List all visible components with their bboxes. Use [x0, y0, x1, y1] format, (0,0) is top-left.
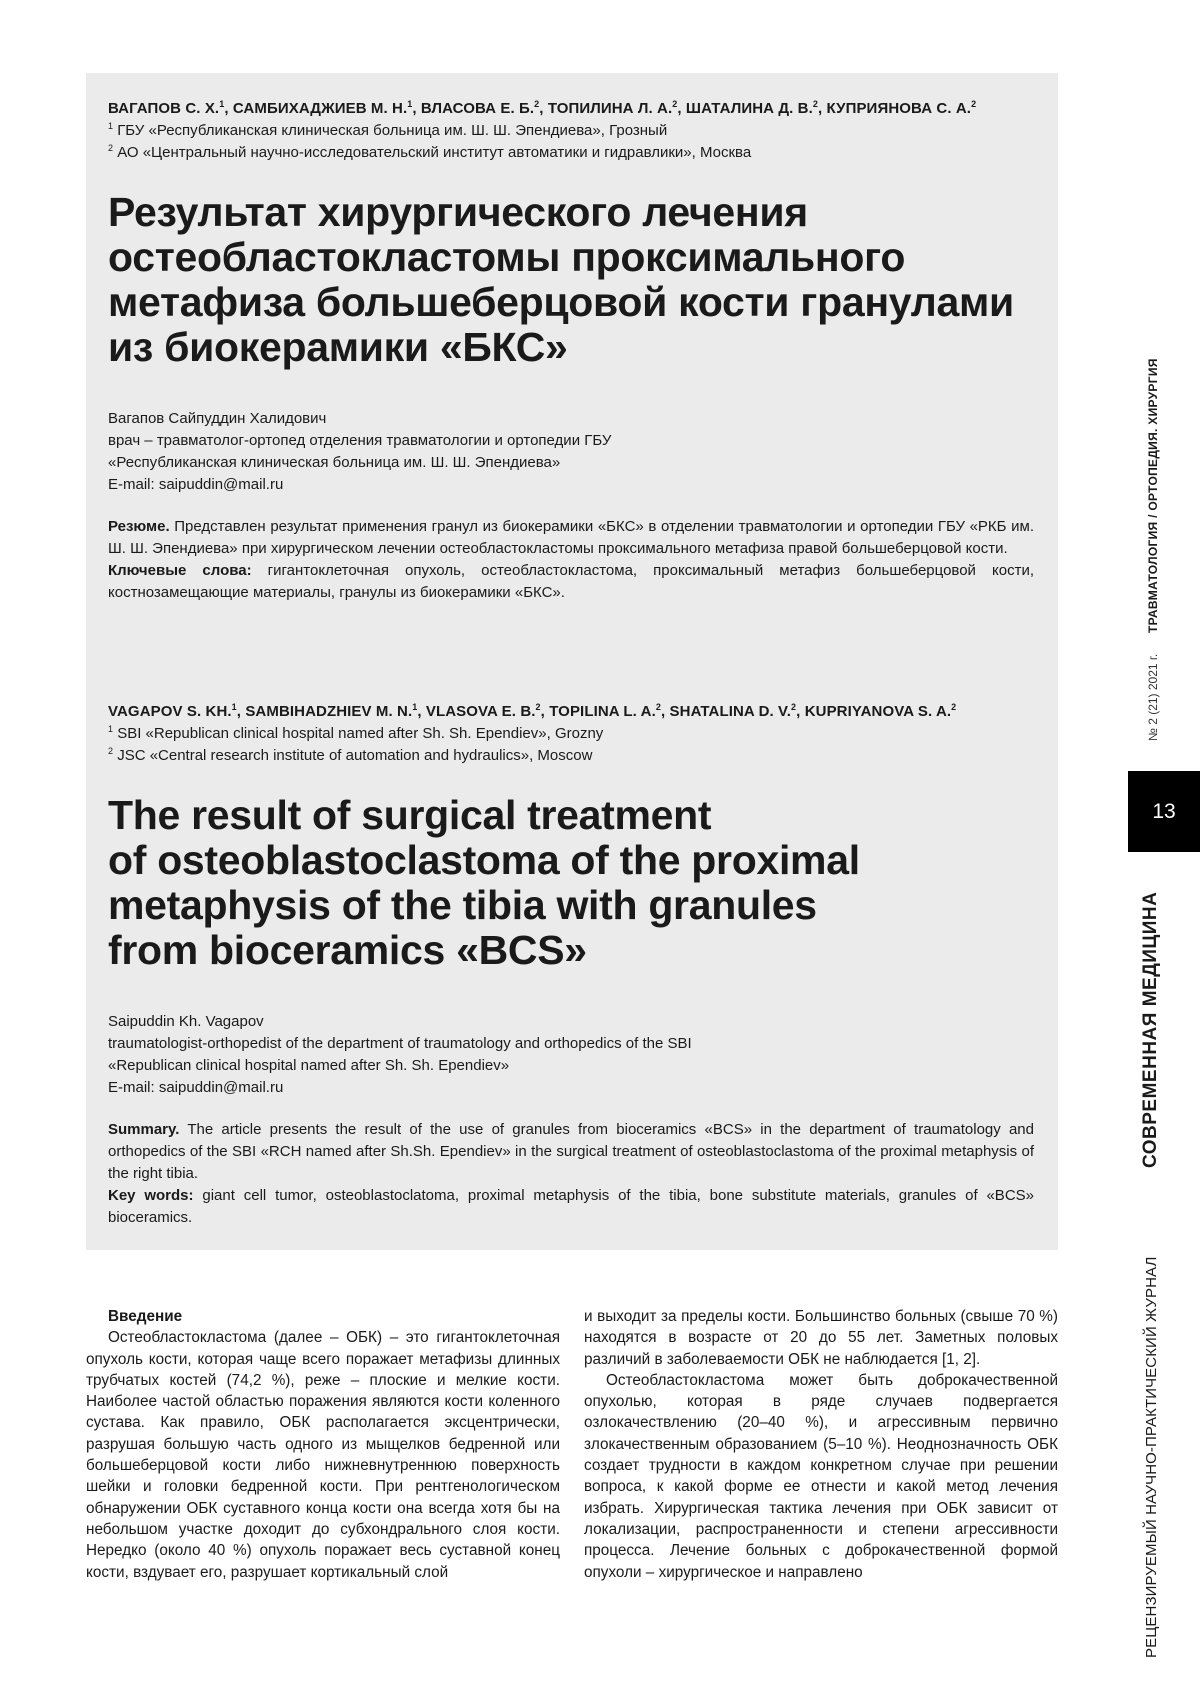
ru-abstract: [108, 516, 1034, 604]
ru-summary: Резюме. Представлен результат применения гранул из биокерамики «БКС» в отделении травматологии и ортопедии ГБУ «РКБ им. Ш. Ш. Эпендиева» при хирургическом лечении остеобластокластомы проксимального метафиза правой большеберцовой кости.: [108, 518, 1034, 557]
issue-info: № 2 (21) 2021 г.: [1146, 653, 1160, 741]
abstract-panel: [86, 73, 1058, 1250]
ru-article-title: Результат хирургического лечения остеобластокластомы проксимального метафиза большеберцовой кости гранулами из биокерамики «БКС»: [108, 189, 1014, 370]
en-block: [108, 701, 1034, 1229]
ru-keywords: Ключевые слова: гигантоклеточная опухоль, остеобластокластома, проксимальный метафиз большеберцовой кости, костнозамещающие материалы, гранулы из биокерамики «БКС».: [108, 562, 1034, 601]
en-keywords: Key words: giant cell tumor, osteoblastoclatoma, proximal metaphysis of the tibia, bone substitute materials, granules of «BCS» bioceramics.: [108, 1187, 1034, 1226]
ru-affiliation-2: $^2$ АО «Центральный научно-исследовательский институт автоматики и гидравлики», Москва: [108, 143, 752, 161]
section-name: ТРАВМАТОЛОГИЯ / ОРТОПЕДИЯ. ХИРУРГИЯ: [1146, 358, 1160, 633]
body-column-2: [584, 1306, 1058, 1583]
en-article-title: The result of surgical treatment of osteoblastoclastoma of the proximal metaphysis of the tibia with granules from bioceramics «BCS»: [108, 792, 860, 973]
en-authors: VAGAPOV S. KH.$^1$, SAMBIHADZHIEV M. N.$^1$, VLASOVA E. B.$^2$, TOPILINA L. A.$^2$, SHATALINA D. V.$^2$, KUPRIYANOVA S. A.$^2$: [108, 702, 957, 720]
en-summary: Summary. The article presents the result of the use of granules from bioceramics «BCS» in the department of traumatology and orthopedics of the SBI «RCH named after Sh.Sh. Ependiev» in the surgical treatment of osteoblastoclastoma of the proximal metaphysis of the right tibia.: [108, 1121, 1034, 1182]
page-number: 13: [1128, 771, 1200, 852]
body-column-1: [86, 1306, 560, 1583]
ru-block: [108, 98, 1034, 604]
body-paragraph: Остеобластокластома может быть доброкачественной опухолью, которая в ряде случаев подвергается озлокачествлению (20–40 %), и агрессивным первично злокачественным образованием (5–10 %). Неоднозначность ОБК создает трудности в каждом конкретном случае при решении вопроса, к какой форме ее отнести и какой метод лечения избрать. Хирургическая тактика лечения при ОБК зависит от локализации, распространенности и степени агрессивности процесса. Лечение больных с доброкачественной формой опухоли – хирургическое и направлено: [584, 1371, 1058, 1581]
journal-type: РЕЦЕНЗИРУЕМЫЙ НАУЧНО-ПРАКТИЧЕСКИЙ ЖУРНАЛ: [1143, 1256, 1160, 1658]
en-author-info: Saipuddin Kh. Vagapov traumatologist-orthopedist of the department of traumatology and orthopedics of the SBI «Republican clinical hospital named after Sh. Sh. Ependiev» E-mail: saipuddin@mail.ru: [108, 1013, 692, 1096]
en-affiliation-2: $^2$ JSC «Central research institute of automation and hydraulics», Moscow: [108, 746, 593, 764]
en-affiliation-1: $^1$ SBI «Republican clinical hospital named after Sh. Sh. Ependiev», Grozny: [108, 724, 604, 742]
en-abstract: [108, 1119, 1034, 1229]
body-paragraph-continuation: и выходит за пределы кости. Большинство больных (свыше 70 %) находятся в возрасте от 20 до 55 лет. Заметных половых различий в заболеваемости ОБК не наблюдается [1, 2].: [584, 1308, 1058, 1368]
body-paragraph: Остеобластокластома (далее – ОБК) – это гигантоклеточная опухоль кости, которая чаще всего поражает метафизы длинных трубчатых костей (74,2 %), реже – плоские и мелкие кости. Наиболее частой областью поражения являются кости коленного сустава. Как правило, ОБК располагается эксцентрически, разрушая большую часть одного из мыщелков бедренной или большеберцовой кости либо нижневнутреннюю поверхность шейки и головки бедренной кости. При рентгенологическом обнаружении ОБК суставного конца кости она всегда хотя бы на небольшом участке доходит до субхондрального слоя кости. Нередко (около 40 %) опухоль поражает весь суставной конец кости, вздувает его, разрушает кортикальный слой: [86, 1329, 560, 1581]
ru-affiliation-1: $^1$ ГБУ «Республиканская клиническая больница им. Ш. Ш. Эпендиева», Грозный: [108, 121, 668, 139]
intro-heading: Введение: [108, 1308, 183, 1325]
ru-author-info: Вагапов Сайпуддин Халидович врач – травматолог-ортопед отделения травматологии и ортопедии ГБУ «Республиканская клиническая больница им. Ш. Ш. Эпендиева» E-mail: saipuddin@mail.ru: [108, 410, 612, 493]
ru-authors: ВАГАПОВ С. Х.$^1$, САМБИХАДЖИЕВ М. Н.$^1$, ВЛАСОВА Е. Б.$^2$, ТОПИЛИНА Л. А.$^2$, ШАТАЛИНА Д. В.$^2$, КУПРИЯНОВА С. А.$^2$: [108, 99, 977, 117]
journal-title: СОВРЕМЕННАЯ МЕДИЦИНА: [1140, 891, 1161, 1168]
